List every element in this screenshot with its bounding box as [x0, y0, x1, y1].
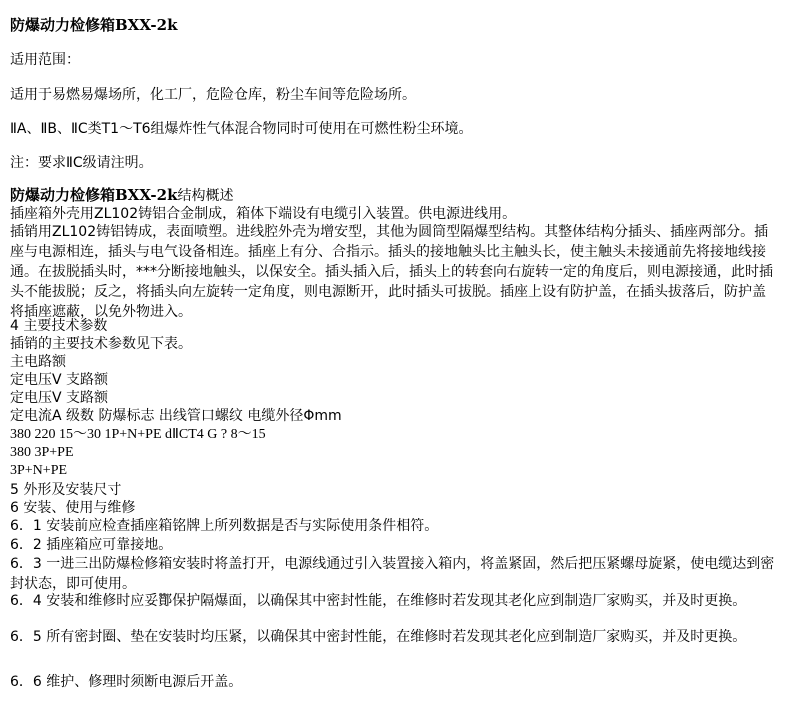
section-4-heading: 4 主要技术参数: [10, 318, 108, 334]
page-title: 防爆动力检修箱BXX-2k: [10, 16, 178, 34]
item-6-3: 6．3 一进三出防爆检修箱安装时将盖打开，电源线通过引入装置接入箱内，将盖紧固，然后把压紧螺母旋紧，使电缆达到密封状态，即可使用。: [10, 556, 775, 592]
table-row: 定电压V 支路额: [10, 372, 109, 388]
item-6-2: 6．2 插座箱应可靠接地。: [10, 537, 173, 553]
table-row: 380 220 15～30 1P+N+PE dⅡCT4 G ? 8～15: [10, 427, 266, 442]
table-row: 3P+N+PE: [10, 463, 68, 478]
scope-line-2: ⅡA、ⅡB、ⅡC类T1～T6组爆炸性气体混合物同时可使用在可燃性粉尘环境。: [10, 121, 473, 137]
table-row: 定电压V 支路额: [10, 390, 109, 406]
section-6-heading: 6 安装、使用与维修: [10, 500, 136, 516]
paragraph-1: 插座箱外壳用ZL102铸铝合金制成，箱体下端设有电缆引入装置。供电源进线用。: [10, 206, 517, 222]
table-row: 主电路额: [10, 354, 66, 370]
note: 注：要求ⅡC级请注明。: [10, 155, 153, 171]
section-5-heading: 5 外形及安装尺寸: [10, 482, 122, 498]
scope-line-1: 适用于易燃易爆场所，化工厂，危险仓库，粉尘车间等危险场所。: [10, 87, 416, 103]
section-4-intro: 插销的主要技术参数见下表。: [10, 336, 192, 352]
overview-title: [10, 186, 233, 205]
item-6-5: 6．5 所有密封圈、垫在安装时均压紧，以确保其中密封性能，在维修时若发现其老化应到制造厂家购买，并及时更换。: [10, 629, 747, 645]
table-row: 380 3P+PE: [10, 445, 74, 460]
overview-title-rest: 结构概述: [177, 188, 234, 204]
paragraph-2: 插销用ZL102铸铝铸成，表面喷塑。进线腔外壳为增安型，其他为圆筒型隔爆型结构。其整体结构分插头、插座两部分。插座与电源相连，插头与电气设备相连。插座上有分、合指示。插头的接地触头比主触头长，使主触头未接通前先将接地线接通。在拔脱插头时，***分断接地触头，以保安全。插头插入后，插头上的转套向右旋转一定的角度后，则电源接通，此时插头不能拔脱；反之，将插头向左旋转一定角度，则电源断开，此时插头可拔脱。插座上设有防护盖，在插头拔落后，防护盖将插座遮蔽，以免外物进入。: [10, 224, 773, 320]
scope-heading: 适用范围：: [10, 52, 80, 68]
item-6-6: 6．6 维护、修理时须断电源后开盖。: [10, 674, 243, 690]
item-6-1: 6．1 安装前应检查插座箱铭牌上所列数据是否与实际使用条件相符。: [10, 518, 439, 534]
overview-title-bold: 防爆动力检修箱BXX-2k: [10, 186, 178, 204]
item-6-4: 6．4 安装和维修时应妥酇保护隔爆面，以确保其中密封性能，在维修时若发现其老化应到制造厂家购买，并及时更换。: [10, 593, 747, 609]
table-row: 定电流A 级数 防爆标志 出线管口螺纹 电缆外径Φmm: [10, 408, 342, 424]
